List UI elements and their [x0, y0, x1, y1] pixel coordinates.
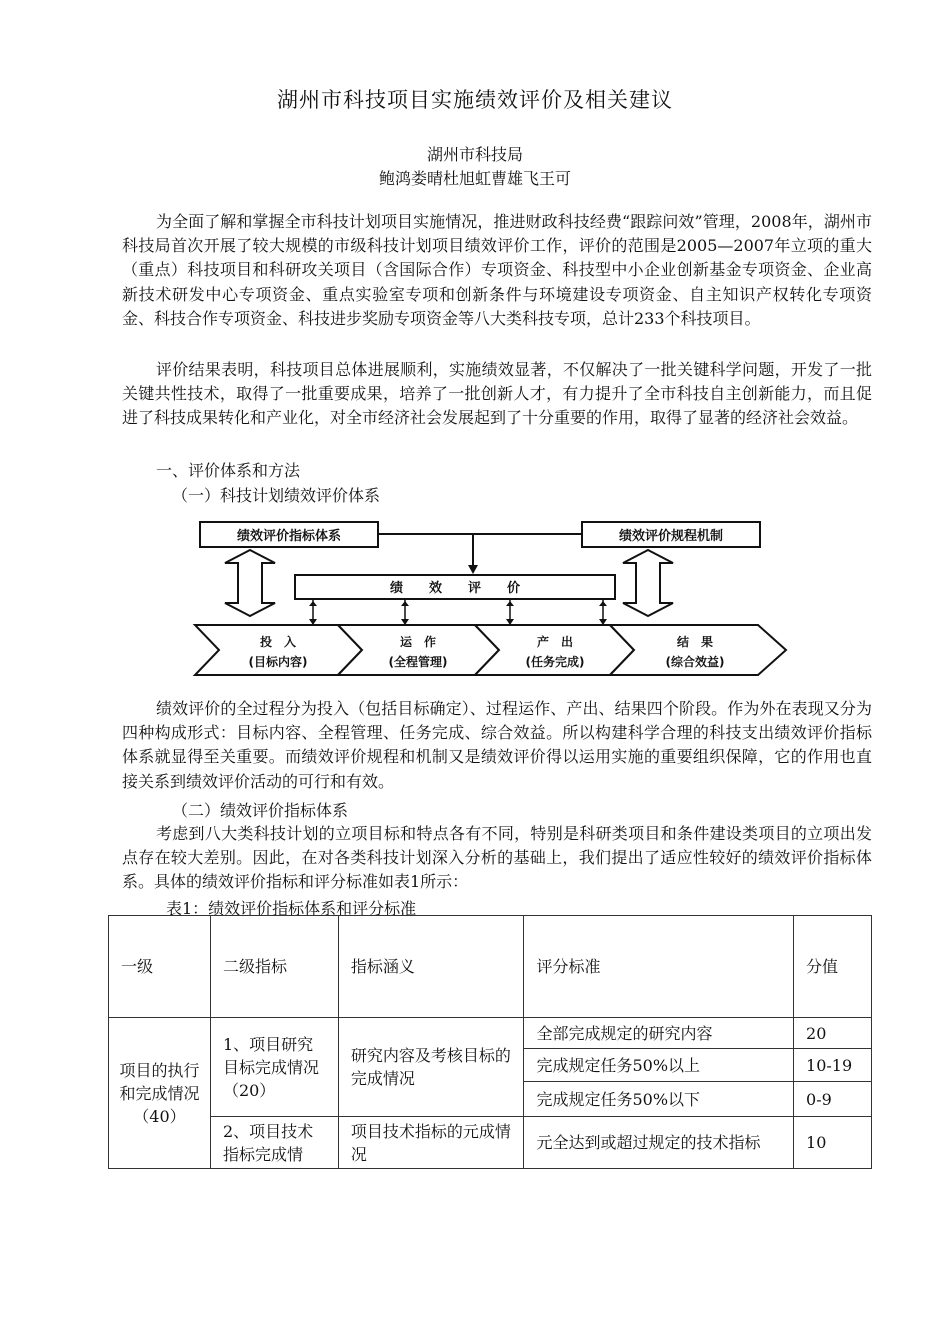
criteria-cell: 全部完成规定的研究内容: [524, 1018, 794, 1049]
results-paragraph: 评价结果表明，科技项目总体进展顺利，实施绩效显著，不仅解决了一批关键科学问题，开发了一批关键共性技术，取得了一批重要成果，培养了一批创新人才，有力提升了全市科技自主创新能力，而且促进了科技成果转化和产业化，对全市经济社会发展起到了十分重要的作用，取得了显著的经济社会效益。: [122, 360, 872, 428]
stage-result-name: 结 果: [676, 635, 714, 649]
level1-cell: 项目的执行和完成情况（40）: [109, 1018, 211, 1169]
indicator-table: [108, 915, 872, 1169]
table-header-row: [109, 916, 872, 1018]
stage-input-sub: (目标内容): [248, 655, 308, 669]
document-title: 湖州市科技项目实施绩效评价及相关建议: [277, 88, 673, 112]
indicator-system-label: 绩效评价指标体系: [236, 529, 342, 544]
intro-paragraph: 为全面了解和掌握全市科技计划项目实施情况，推进财政科技经费“跟踪问效”管理，2008年，湖州市科技局首次开展了较大规模的市级科技计划项目绩效评价工作，评价的范围是2005—2007年立项的重大（重点）科技项目和科研攻关项目（含国际合作）专项资金、科技型中小企业创新基金专项资金、企业高新技术研发中心专项资金、重点实验室专项和创新条件与环境建设专项资金、自主知识产权转化专项资金、科技合作专项资金、科技进步奖励专项资金等八大类科技专项，总计233个科技项目。: [122, 212, 872, 328]
level2-cell: 2、项目技术指标完成情: [210, 1117, 338, 1169]
criteria-cell: 完成规定任务50%以下: [524, 1082, 794, 1117]
left-double-arrow: [225, 550, 275, 616]
stage-operation-sub: (全程管理): [388, 655, 448, 669]
right-double-arrow: [623, 550, 673, 616]
author-organization: 湖州市科技局: [426, 145, 523, 164]
header-level2: 二级指标: [210, 916, 338, 1018]
indicator-paragraph: 考虑到八大类科技计划的立项目标和特点各有不同，特别是科研类项目和条件建设类项目的立项出发点存在较大差别。因此，在对各类科技计划深入分析的基础上，我们提出了适应性较好的绩效评价指标体系。具体的绩效评价指标和评分标准如表1所示：: [122, 824, 872, 892]
header-score: 分值: [794, 916, 872, 1018]
section-heading-1: 一、评价体系和方法: [156, 461, 301, 480]
score-cell: 10: [794, 1117, 872, 1169]
mechanism-label: 绩效评价规程机制: [618, 529, 724, 544]
stage-result-sub: (综合效益): [665, 655, 725, 669]
meaning-cell: 项目技术指标的元成情况: [338, 1117, 524, 1169]
header-level1: 一级: [109, 916, 211, 1018]
stages-paragraph: 绩效评价的全过程分为投入（包括目标确定）、过程运作、产出、结果四个阶段。作为外在表现又分为四种构成形式：目标内容、全程管理、任务完成、综合效益。所以构建科学合理的科技支出绩效评价指标体系就显得至关重要。而绩效评价规程和机制又是绩效评价得以运用实施的重要组织保障，它的作用也直接关系到绩效评价活动的可行和有效。: [122, 699, 872, 791]
stage-output-name: 产 出: [536, 635, 574, 649]
score-cell: 20: [794, 1018, 872, 1049]
table-row: [109, 1018, 872, 1049]
subsection-heading-1: （一）科技计划绩效评价体系: [172, 486, 381, 505]
criteria-cell: 元全达到或超过规定的技术指标: [524, 1117, 794, 1169]
table-caption: 表1：绩效评价指标体系和评分标准: [166, 899, 417, 918]
meaning-cell: 研究内容及考核目标的完成情况: [338, 1018, 524, 1117]
stage-operation-name: 运 作: [399, 635, 437, 649]
score-cell: 0-9: [794, 1082, 872, 1117]
stage-output-sub: (任务完成): [525, 655, 585, 669]
author-names: 鲍鸿娄晴杜旭虹曹雄飞王可: [378, 169, 571, 188]
header-criteria: 评分标准: [524, 916, 794, 1018]
score-cell: 10-19: [794, 1049, 872, 1082]
evaluation-label: 绩 效 评 价: [389, 581, 521, 596]
header-meaning: 指标涵义: [338, 916, 524, 1018]
subsection-heading-2: （二）绩效评价指标体系: [172, 801, 349, 820]
table-row: [109, 1117, 872, 1169]
level2-cell: 1、项目研究目标完成情况（20）: [210, 1018, 338, 1117]
evaluation-framework-diagram: [190, 515, 790, 687]
stage-input-name: 投 入: [259, 635, 297, 649]
criteria-cell: 完成规定任务50%以上: [524, 1049, 794, 1082]
